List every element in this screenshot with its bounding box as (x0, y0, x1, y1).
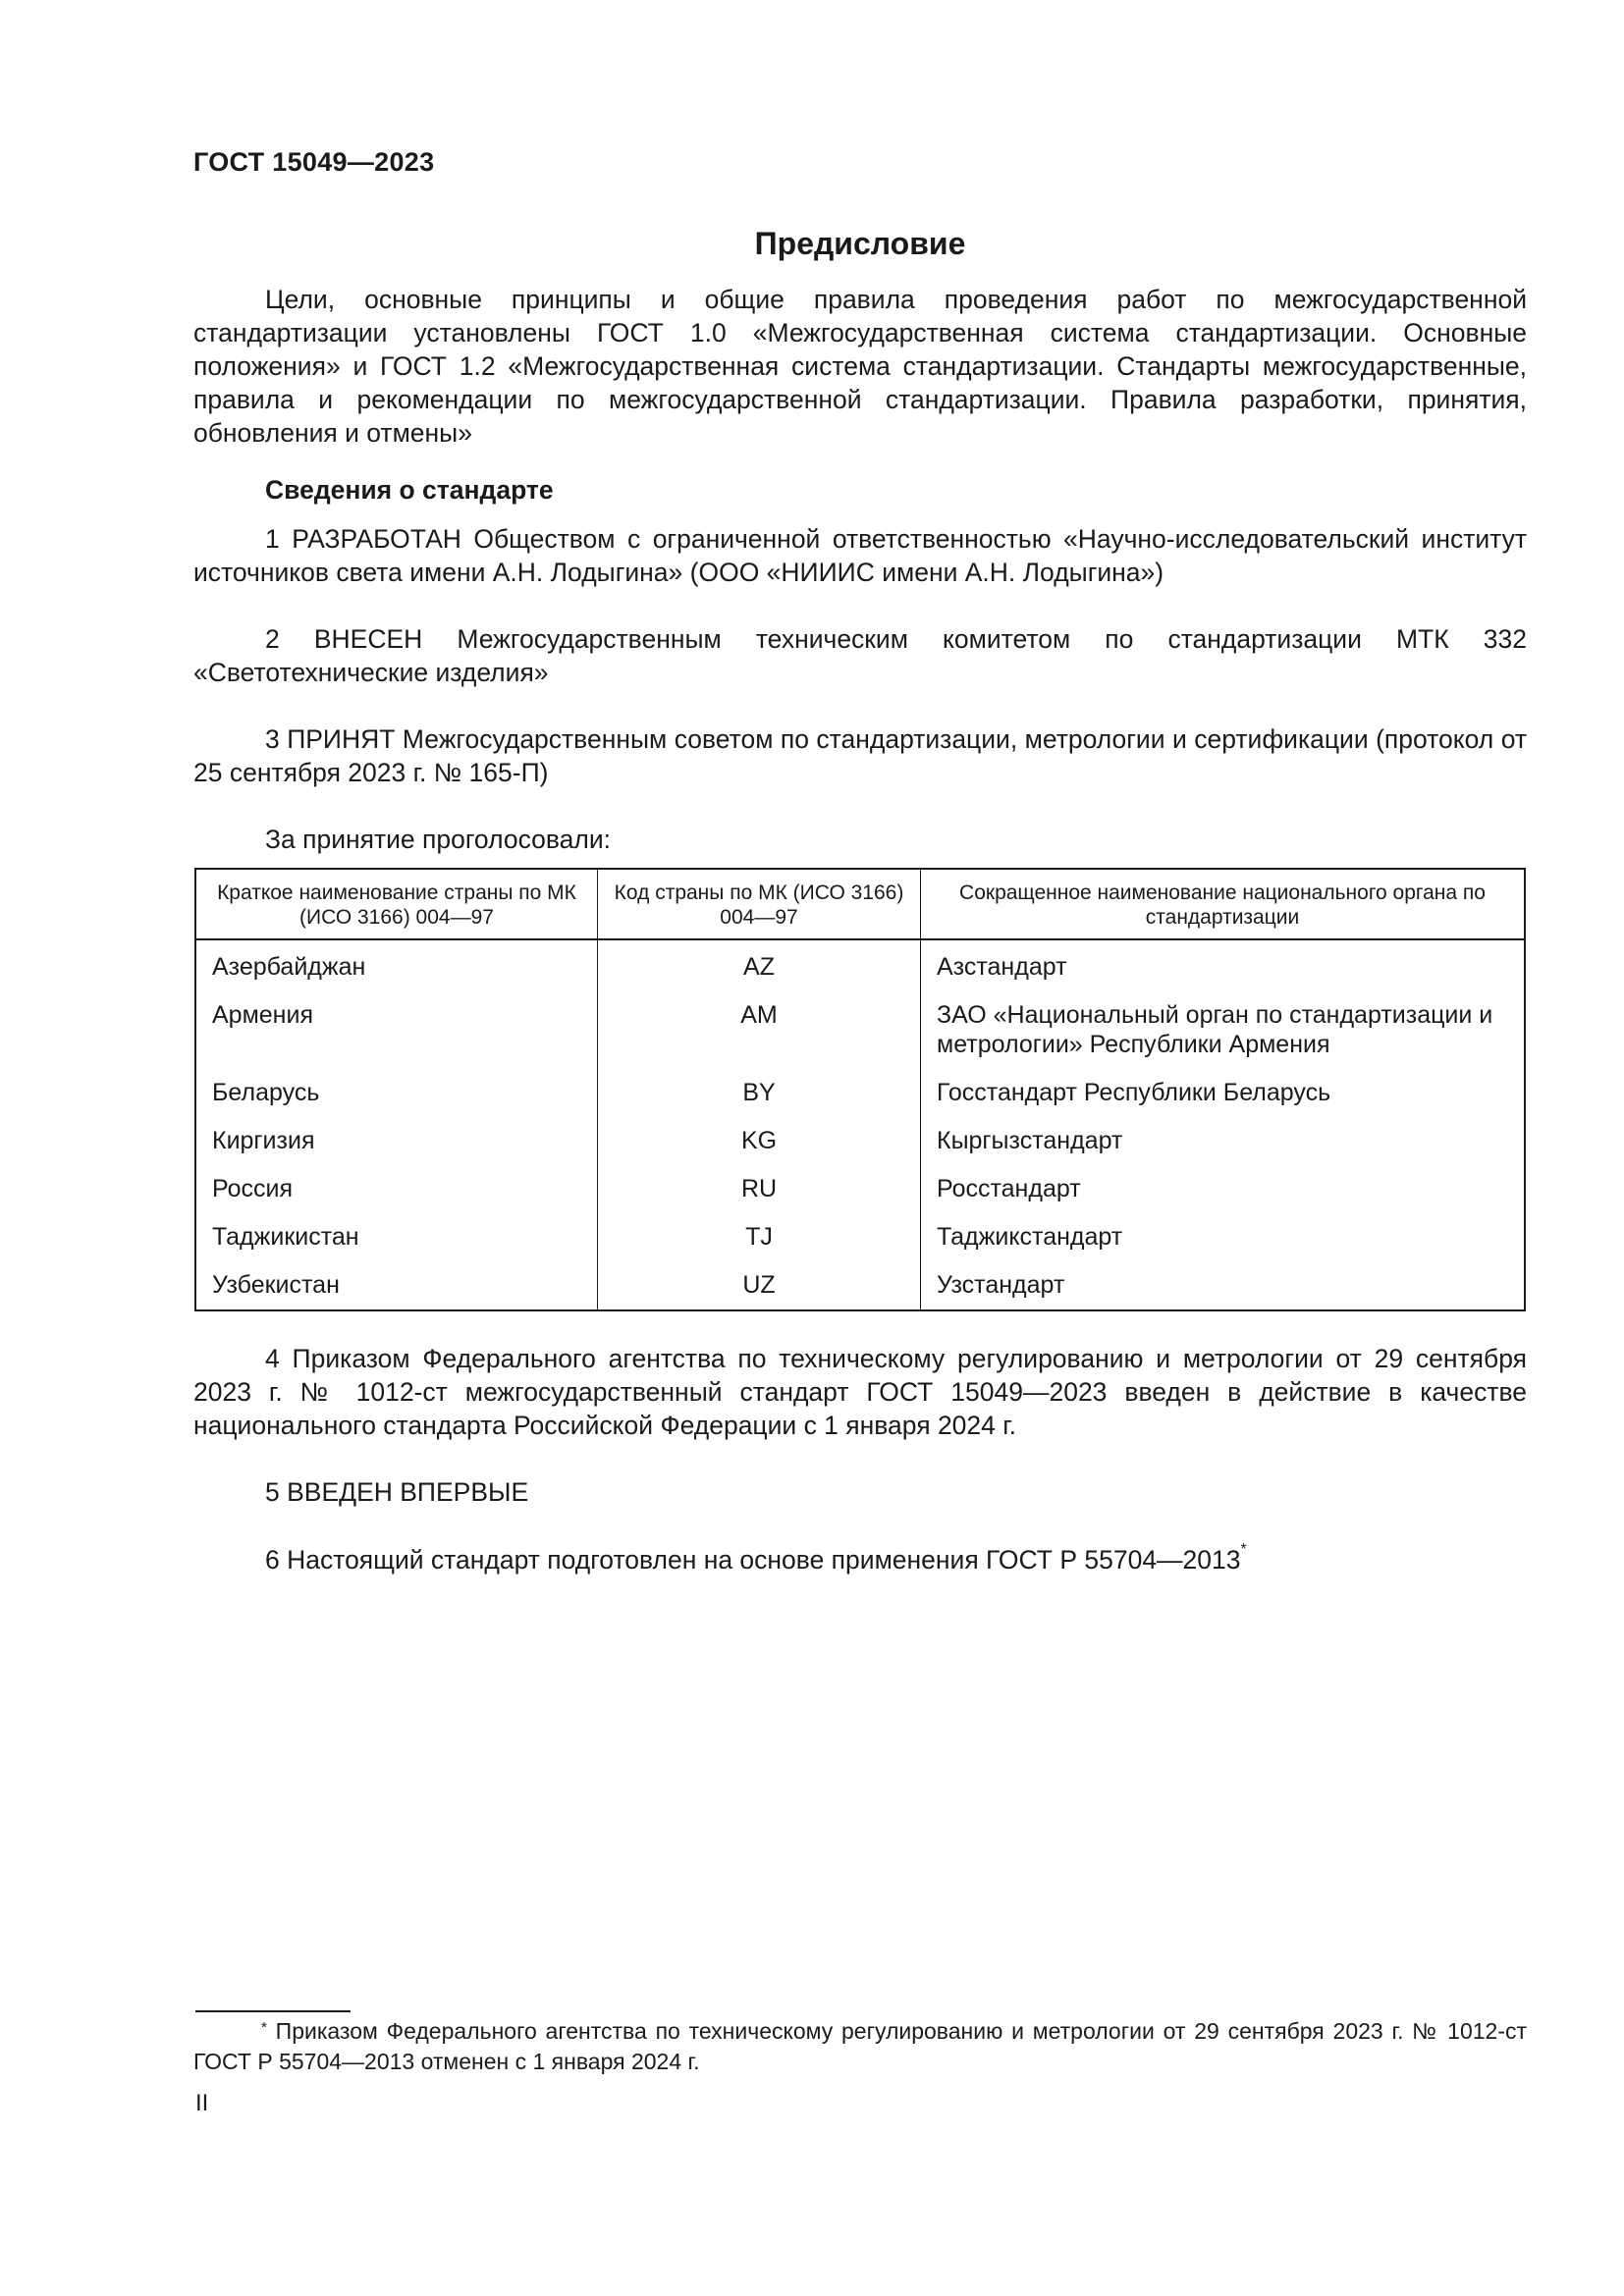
page-number: II (195, 2090, 209, 2116)
info-item-4: 4 Приказом Федерального агентства по техническому регулированию и метрологии от 29 сентября 2023 г. № 1012-ст межгосударственный стандарт ГОСТ 15049—2023 введен в действие в качестве национального стандарта Российской Федерации с 1 января 2024 г. (193, 1344, 1527, 1440)
table-row (195, 1260, 1525, 1310)
cell-code: RU (598, 1164, 921, 1212)
cell-code: UZ (598, 1260, 921, 1310)
cell-country: Киргизия (195, 1116, 598, 1164)
info-item-3: 3 ПРИНЯТ Межгосударственным советом по стандартизации, метрологии и сертификации (протокол от 25 сентября 2023 г. № 165-П) (193, 724, 1527, 787)
voted-label: За принятие проголосовали: (265, 825, 612, 854)
document-code-header: ГОСТ 15049—2023 (193, 147, 435, 177)
cell-country: Беларусь (195, 1068, 598, 1116)
voting-countries-table (194, 868, 1526, 1311)
table-row (195, 990, 1525, 1068)
info-item-1: 1 РАЗРАБОТАН Обществом с ограниченной ответственностью «Научно-исследовательский институт источников света имени А.Н. Лодыгина» (ООО «НИИИС имени А.Н. Лодыгина») (193, 524, 1527, 587)
footnote-separator (195, 2010, 351, 2012)
cell-body: Росстандарт (937, 1175, 1081, 1202)
info-item-6 (265, 1541, 1247, 1575)
cell-country: Азербайджан (195, 939, 598, 990)
info-item-6-text: 6 Настоящий стандарт подготовлен на основе применения ГОСТ Р 55704—2013 (265, 1545, 1241, 1575)
header-country-code: Код страны по МК (ИСО 3166) 004—97 (598, 869, 921, 939)
cell-body: Кыргызстандарт (937, 1127, 1123, 1154)
table-row (195, 1164, 1525, 1212)
standard-info-heading: Сведения о стандарте (265, 475, 554, 505)
cell-code: AM (598, 990, 921, 1068)
header-national-body: Сокращенное наименование национального органа по стандартизации (921, 869, 1526, 939)
table-row (195, 1212, 1525, 1260)
cell-country: Таджикистан (195, 1212, 598, 1260)
table-header-row (195, 869, 1525, 939)
cell-code: KG (598, 1116, 921, 1164)
table-row (195, 1068, 1525, 1116)
header-country-name: Краткое наименование страны по МК (ИСО 3166) 004—97 (195, 869, 598, 939)
cell-body: Узстандарт (937, 1271, 1065, 1299)
cell-country: Россия (195, 1164, 598, 1212)
cell-body: Госстандарт Республики Беларусь (937, 1079, 1331, 1106)
footnote-text: Приказом Федерального агентства по техническому регулированию и метрологии от 29 сентября 2023 г. № 1012-ст ГОСТ Р 55704—2013 отменен с 1 января 2024 г. (193, 2018, 1528, 2074)
cell-body: ЗАО «Национальный орган по стандартизации и метрологии» Республики Армения (937, 1001, 1493, 1058)
cell-body: Азстандарт (937, 953, 1067, 981)
intro-paragraph: Цели, основные принципы и общие правила проведения работ по межгосударственной стандартизации установлены ГОСТ 1.0 «Межгосударственная система стандартизации. Основные положения» и ГОСТ 1.2 «Межгосударственная система стандартизации. Стандарты межгосударственные, правила и рекомендации по межгосударственной стандартизации. Правила разработки, принятия, обновления и отмены» (193, 285, 1527, 448)
table-row (195, 1116, 1525, 1164)
cell-country: Узбекистан (195, 1260, 598, 1310)
footnote-mark: * (261, 2019, 267, 2036)
cell-code: TJ (598, 1212, 921, 1260)
info-item-5: 5 ВВЕДЕН ВПЕРВЫЕ (265, 1477, 529, 1507)
cell-country: Армения (195, 990, 598, 1068)
footnote (193, 2016, 1527, 2077)
table-row (195, 939, 1525, 990)
cell-code: BY (598, 1068, 921, 1116)
page-title: Предисловие (754, 226, 966, 261)
cell-body: Таджикстандарт (937, 1223, 1123, 1251)
cell-code: AZ (598, 939, 921, 990)
footnote-reference-mark: * (1240, 1541, 1247, 1558)
info-item-2: 2 ВНЕСЕН Межгосударственным техническим комитетом по стандартизации МТК 332 «Светотехнические изделия» (193, 624, 1527, 687)
